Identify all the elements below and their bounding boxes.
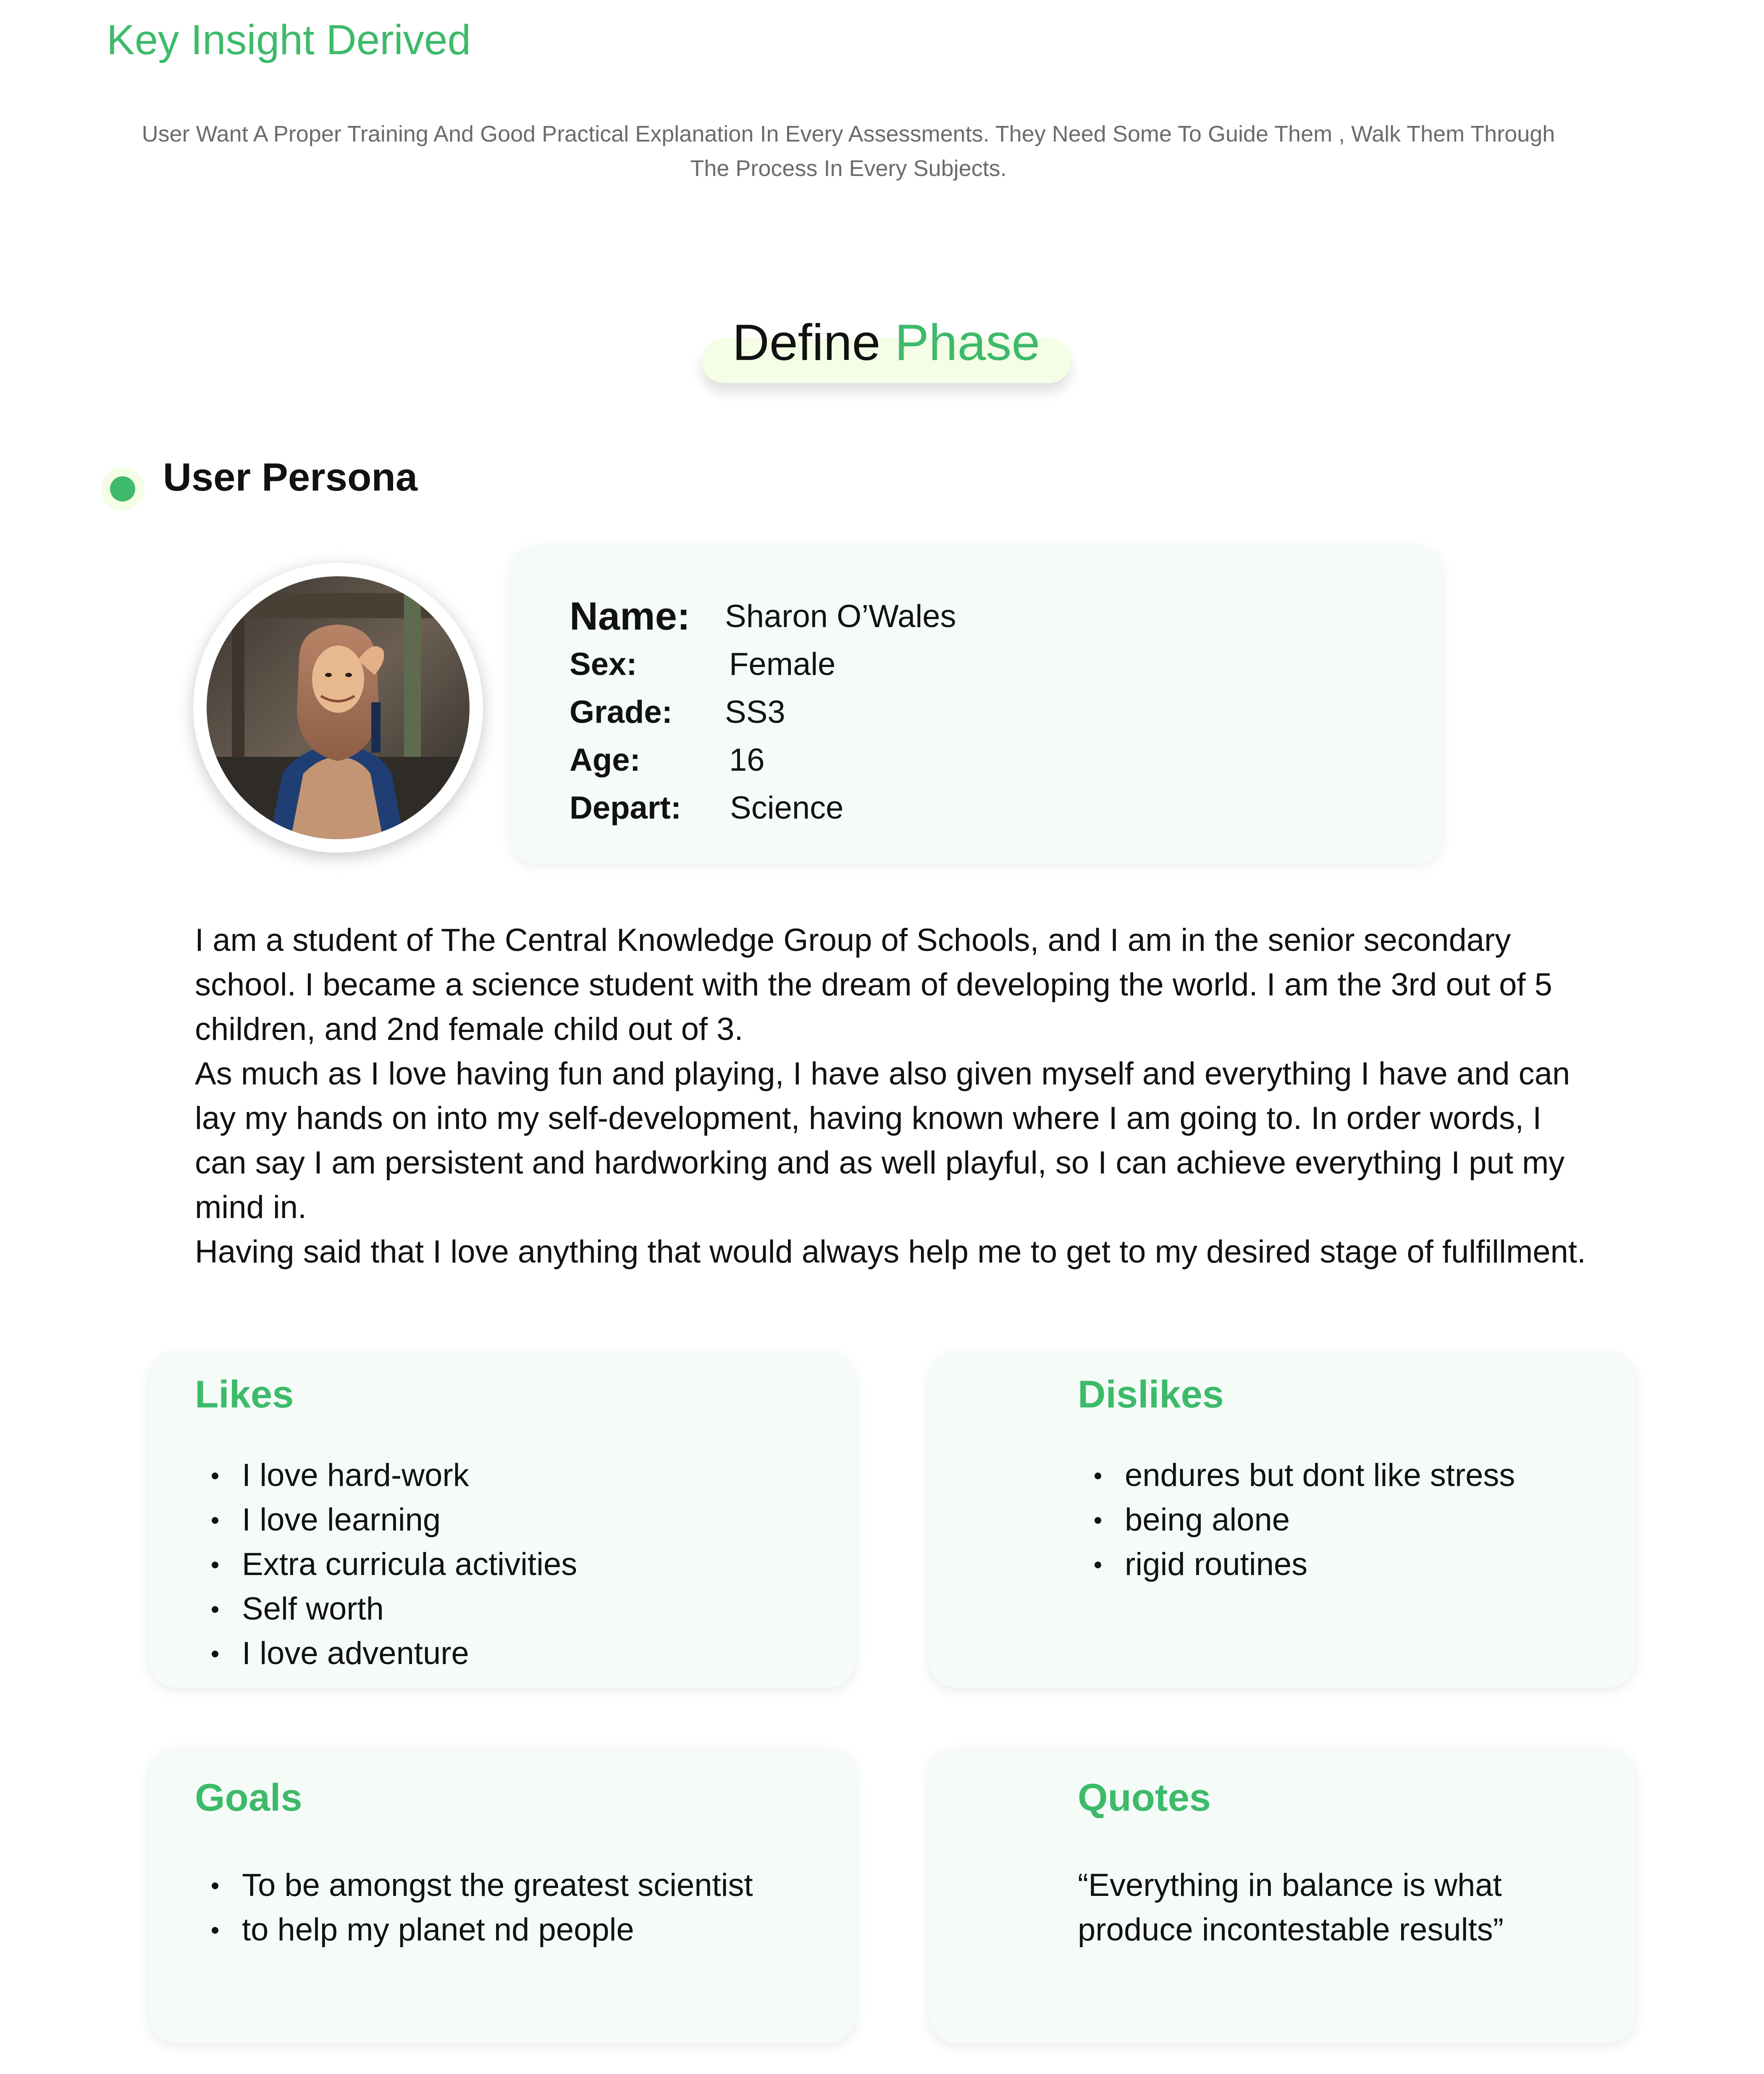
- age-label: Age:: [570, 742, 640, 778]
- likes-list: [195, 1453, 577, 1676]
- bio-paragraph: I am a student of The Central Knowledge Group of Schools, and I am in the senior secondary school. I became a science student with the dream of developing the world. I am the 3rd out of 5 children, and 2nd female child out of 3.: [195, 922, 1552, 1047]
- user-persona-heading: User Persona: [163, 455, 418, 499]
- quote-text: “Everything in balance is what produce incontestable results”: [1078, 1867, 1504, 1948]
- sex-label: Sex:: [570, 646, 637, 682]
- grade-value: SS3: [725, 694, 785, 730]
- list-item: Extra curricula activities: [195, 1542, 577, 1587]
- list-item: I love adventure: [195, 1631, 577, 1676]
- grade-label: Grade:: [570, 694, 672, 730]
- persona-bio: [195, 918, 1598, 1274]
- depart-value: Science: [730, 790, 844, 826]
- info-row-age: [570, 737, 765, 783]
- info-row-name: [570, 593, 956, 639]
- goals-list: [195, 1863, 753, 1952]
- phase-title: [655, 314, 1117, 370]
- persona-photo: [207, 576, 470, 839]
- bio-paragraph: As much as I love having fun and playing, I have also given myself and everything I have and can lay my hands on into my self-development, having known where I am going to. In order words, I can say I am persistent and hardworking and as well playful, so I can achieve everything I put my mind in.: [195, 1056, 1570, 1225]
- list-item: to help my planet nd people: [195, 1908, 753, 1952]
- quotes-title: Quotes: [1078, 1776, 1211, 1819]
- depart-label: Depart:: [570, 790, 682, 826]
- avatar: [207, 576, 470, 839]
- key-insight-text: User Want A Proper Training And Good Practical Explanation In Every Assessments. They Need Some To Guide Them , Walk Them Through The Process In Every Subjects.: [142, 121, 1555, 181]
- dislikes-list: [1078, 1453, 1515, 1587]
- list-item: being alone: [1078, 1498, 1515, 1542]
- list-item: Self worth: [195, 1587, 577, 1631]
- list-item: I love hard-work: [195, 1453, 577, 1498]
- dislikes-title: Dislikes: [1078, 1373, 1224, 1416]
- goals-title: Goals: [195, 1776, 302, 1819]
- info-row-sex: [570, 641, 836, 687]
- name-value: Sharon O’Wales: [725, 598, 956, 634]
- list-item: rigid routines: [1078, 1542, 1515, 1587]
- sex-value: Female: [729, 646, 836, 682]
- phase-title-word2: Phase: [895, 314, 1040, 371]
- likes-title: Likes: [195, 1373, 294, 1416]
- info-row-grade: [570, 689, 785, 735]
- list-item: I love learning: [195, 1498, 577, 1542]
- section-bullet-dot: [110, 476, 135, 501]
- key-insight-title: Key Insight Derived: [107, 16, 471, 63]
- bio-paragraph: Having said that I love anything that would always help me to get to my desired stage of fulfillment.: [195, 1234, 1586, 1270]
- age-value: 16: [729, 742, 765, 778]
- info-row-depart: [570, 785, 844, 831]
- name-label: Name:: [570, 594, 690, 638]
- list-item: To be amongst the greatest scientist: [195, 1863, 753, 1908]
- phase-title-word1: Define: [732, 314, 881, 371]
- list-item: endures but dont like stress: [1078, 1453, 1515, 1498]
